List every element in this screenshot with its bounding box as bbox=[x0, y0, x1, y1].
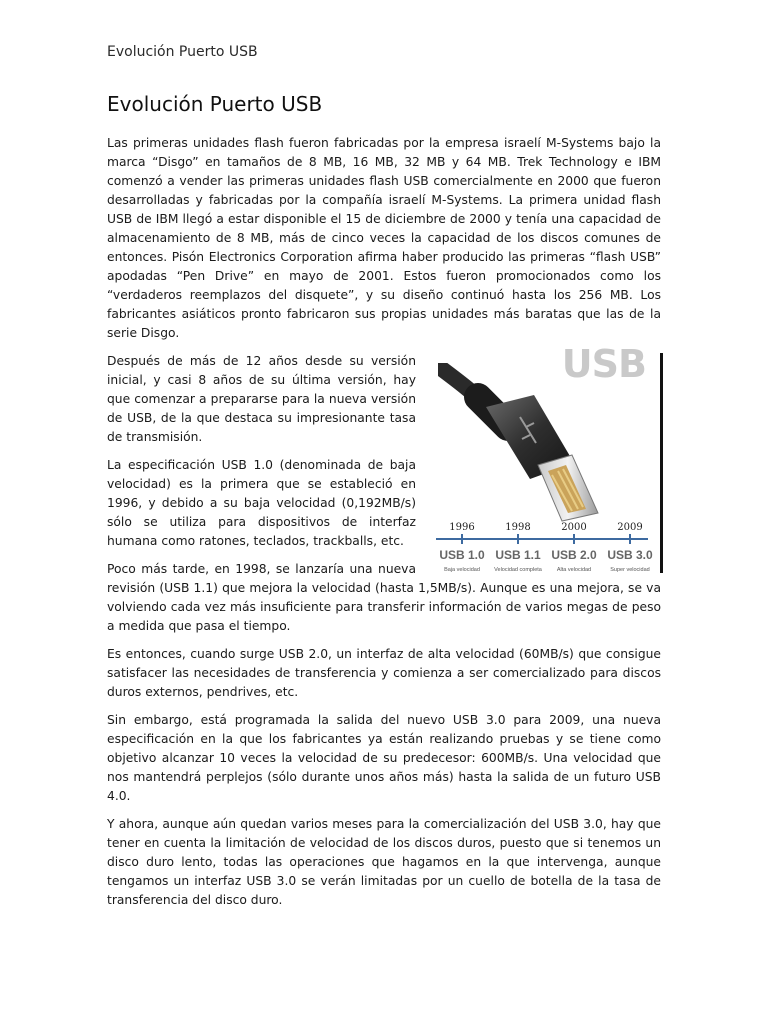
paragraph-usb-1-1: Poco más tarde, en 1998, se lanzaría una nueva revisión (USB 1.1) que mejora la velocidad (hasta 1,5MB/s). Aunque es una mejora, se va volviendo cada vez más insuficiente para transferir información de varios megas de peso a medida que pasa el tiempo. bbox=[107, 562, 661, 633]
timeline-year: 2009 bbox=[617, 522, 643, 533]
timeline-speed: Super velocidad bbox=[610, 567, 650, 573]
timeline-tick bbox=[517, 534, 519, 544]
paragraph-usb-3-0: Sin embargo, está programada la salida del nuevo USB 3.0 para 2009, una nueva especificación en la que los fabricantes ya están realizando pruebas y se tiene como objetivo alcanzar 10 veces la velocidad de su predecesor: 600MB/s. Una velocidad que nos mantendrá perplejos (sólo durante unos años más) hasta la salida de un futuro USB 4.0. bbox=[107, 713, 661, 803]
paragraph-usb-1-0: La especificación USB 1.0 (denominada de baja velocidad) es la primera que se estableció en 1996, y debido a su baja velocidad (0,192MB/s) sólo se utiliza para dispositivos de interfaz humana como ratones, teclados, trackballs, etc. bbox=[107, 458, 416, 548]
timeline-tick bbox=[461, 534, 463, 544]
timeline-axis bbox=[436, 534, 648, 544]
document-body bbox=[107, 134, 661, 919]
usb-figure bbox=[432, 342, 663, 573]
timeline-version: USB 2.0 bbox=[551, 548, 597, 562]
usb-cable-image bbox=[438, 363, 638, 523]
document-title: Evolución Puerto USB bbox=[107, 92, 323, 116]
paragraph-disk-limitation: Y ahora, aunque aún quedan varios meses para la comercialización del USB 3.0, hay que tener en cuenta la limitación de velocidad de los discos duros, puesto que si tenemos un disco duro lento, todas las operaciones que hagamos en la que intervenga, aunque tengamos un interfaz USB 3.0 se verán limitadas por un cuello de botella de la tasa de transferencia del disco duro. bbox=[107, 817, 661, 907]
usb-logo: USB bbox=[561, 342, 646, 386]
timeline-version: USB 1.0 bbox=[439, 548, 485, 562]
timeline-version: USB 3.0 bbox=[607, 548, 653, 562]
timeline-speed: Baja velocidad bbox=[444, 567, 480, 573]
paragraph-usb-2-0: Es entonces, cuando surge USB 2.0, un interfaz de alta velocidad (60MB/s) que consigue satisfacer las necesidades de transferencia y comienza a ser comercializado para discos duros externos, pendrives, etc. bbox=[107, 647, 661, 699]
timeline-year: 2000 bbox=[561, 522, 587, 533]
timeline-tick bbox=[573, 534, 575, 544]
timeline-version: USB 1.1 bbox=[495, 548, 541, 562]
paragraph-new-version: Después de más de 12 años desde su versión inicial, y casi 8 años de su última versión, hay que comenzar a prepararse para la nueva versión de USB, de la que destaca su impresionante tasa de transmisión. bbox=[107, 354, 416, 444]
page-header: Evolución Puerto USB bbox=[107, 44, 258, 60]
timeline-year: 1996 bbox=[449, 522, 475, 533]
timeline-speed: Alta velocidad bbox=[556, 567, 592, 573]
timeline-speed: Velocidad completa bbox=[494, 567, 542, 573]
usb-version-timeline bbox=[432, 518, 660, 573]
paragraph-history: Las primeras unidades flash fueron fabricadas por la empresa israelí M-Systems bajo la marca “Disgo” en tamaños de 8 MB, 16 MB, 32 MB y 64 MB. Trek Technology e IBM comenzó a vender las primeras unidades flash USB comercialmente en 2000 que fueron desarrolladas y fabricadas por la compañía israelí M-Systems. La primera unidad flash USB de IBM llegó a estar disponible el 15 de diciembre de 2000 y tenía una capacidad de almacenamiento de 8 MB, más de cinco veces la capacidad de los discos comunes de entonces. Pisón Electronics Corporation afirma haber producido las primeras “flash USB” apodadas “Pen Drive” en mayo de 2001. Estos fueron promocionados como los “verdaderos reemplazos del disquete”, y su diseño continuó hasta los 256 MB. Los fabricantes asiáticos pronto fabricaron sus propias unidades más baratas que las de la serie Disgo. bbox=[107, 136, 661, 340]
timeline-line bbox=[436, 538, 648, 540]
timeline-year: 1998 bbox=[505, 522, 531, 533]
timeline-tick bbox=[629, 534, 631, 544]
